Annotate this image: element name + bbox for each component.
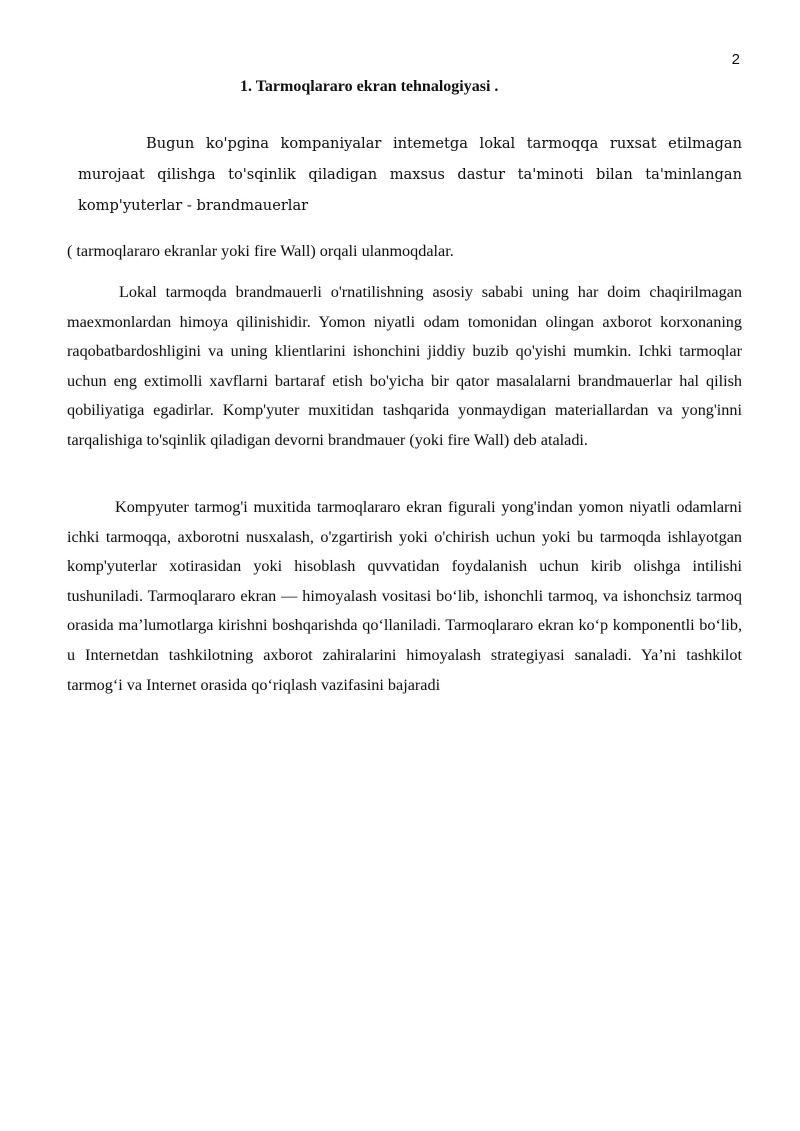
section-heading: 1. Tarmoqlararo ekran tehnalogiyasi .	[240, 78, 499, 95]
paragraph-firewall-definition: Kompyuter tarmog'i muxitida tarmoqlararo ekran figurali yong'indan yomon niyatli odamlarni ichki tarmoqqa, axborotni nusxalash, o'zgartirish yoki o'chirish uchun yoki bu tarmoqda ishlayotgan komp'yuterlar xotirasidan yoki hisoblash quvvatidan foydalanish uchun kirib olishga intilishi tushuniladi. Tarmoqlararo ekran — himoyalash vositasi bo‘lib, ishonchli tarmoq, va ishonchsiz tarmoq orasida ma’lumotlarga kirishni boshqarishda qo‘llaniladi. Tarmoqlararo ekran ko‘p komponentli bo‘lib, u Internetdan tashkilotning axborot zahiralarini himoyalash strategiyasi sanaladi. Ya’ni tashkilot tarmog‘i va Internet orasida qo‘riqlash vazifasini bajaradi	[67, 498, 742, 694]
paragraph-intro-continuation: ( tarmoqlararo ekranlar yoki fire Wall) orqali ulanmoqdalar.	[67, 242, 454, 260]
page-number: 2	[731, 51, 740, 68]
paragraph-intro: Bugun ko'pgina kompaniyalar intemetga lokal tarmoqqa ruxsat etilmagan murojaat qilishga to'sqinlik qiladigan maxsus dastur ta'minoti bilan ta'minlangan komp'yuterlar - brandmauerlar	[78, 135, 742, 214]
paragraph-firewall-purpose: Lokal tarmoqda brandmauerli o'rnatilishning asosiy sababi uning har doim chaqirilmagan maexmonlardan himoya qilinishidir. Yomon niyatli odam tomonidan olingan axborot korxonaning raqobatbardoshligini va uning klientlarini ishonchini jiddiy buzib qo'yishi mumkin. Ichki tarmoqlar uchun eng extimolli xavflarni bartaraf etish bo'yicha bir qator masalalarni brandmauerlar hal qilish qobiliyatiga egadirlar. Komp'yuter muxitidan tashqarida yonmaydigan materiallardan va yong'inni tarqalishiga to'sqinlik qiladigan devorni brandmauer (yoki fire Wall) deb ataladi.	[67, 283, 742, 449]
